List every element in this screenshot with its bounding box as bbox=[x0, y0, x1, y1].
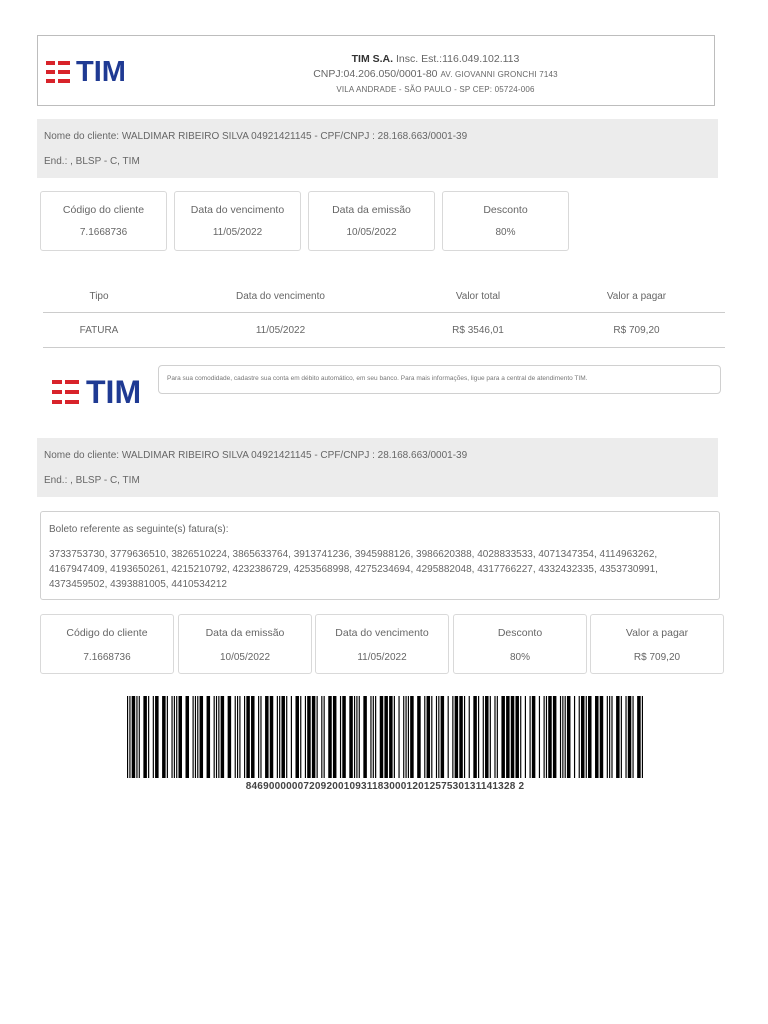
barcode-bar bbox=[153, 696, 154, 778]
barcode-bar bbox=[265, 696, 269, 778]
tim-logo-secondary bbox=[52, 374, 142, 410]
barcode-bar bbox=[452, 696, 453, 778]
barcode-bar bbox=[291, 696, 292, 778]
barcode-bar bbox=[532, 696, 536, 778]
barcode-bar bbox=[632, 696, 633, 778]
barcode-bar bbox=[340, 696, 341, 778]
table-cell: R$ 709,20 bbox=[613, 325, 660, 336]
barcode-bar bbox=[176, 696, 177, 778]
barcode-bar bbox=[431, 696, 432, 778]
barcode-bar bbox=[398, 696, 399, 778]
barcode-bar bbox=[553, 696, 557, 778]
client-address-line: End.: , BLSP - C, TIM bbox=[44, 475, 140, 486]
barcode-bar bbox=[277, 696, 278, 778]
barcode-bar bbox=[373, 696, 374, 778]
barcode-bar bbox=[642, 696, 643, 778]
barcode-bar bbox=[312, 696, 316, 778]
barcode-bar bbox=[548, 696, 552, 778]
barcode-bar bbox=[544, 696, 545, 778]
barcode-bar bbox=[197, 696, 198, 778]
boleto-invoice-list bbox=[49, 547, 709, 592]
column-header: Data do vencimento bbox=[236, 291, 325, 302]
barcode-bar bbox=[560, 696, 561, 778]
client-info-band-2 bbox=[37, 438, 718, 497]
barcode-bar bbox=[132, 696, 136, 778]
pay-card-due-date bbox=[315, 614, 449, 674]
barcode-bar bbox=[427, 696, 431, 778]
barcode-bar bbox=[148, 696, 149, 778]
barcode-bar bbox=[494, 696, 495, 778]
pay-card-issue-date bbox=[178, 614, 312, 674]
barcode-bar bbox=[389, 696, 393, 778]
card-label: Código do cliente bbox=[66, 627, 148, 639]
client-address-line: End.: , BLSP - C, TIM bbox=[44, 156, 140, 167]
barcode-bar bbox=[595, 696, 599, 778]
company-info bbox=[238, 52, 633, 97]
barcode-bar bbox=[455, 696, 459, 778]
barcode-bar bbox=[342, 696, 346, 778]
barcode-bar bbox=[380, 696, 384, 778]
logo-text: TIM bbox=[86, 374, 142, 410]
barcode-bar bbox=[464, 696, 465, 778]
barcode-bar bbox=[483, 696, 484, 778]
card-label: Data da emissão bbox=[205, 627, 285, 639]
barcode-bar bbox=[384, 696, 388, 778]
barcode-bar bbox=[525, 696, 526, 778]
barcode-bar bbox=[279, 696, 280, 778]
card-value: 7.1668736 bbox=[83, 652, 131, 663]
invoice-list-line: 3733753730, 3779636510, 3826510224, 3865633764, 3913741236, 3945988126, 3986620388, 4028833533, 4071347354, 4114963262, bbox=[49, 549, 658, 560]
barcode-bar bbox=[473, 696, 477, 778]
client-name-line: Nome do cliente: WALDIMAR RIBEIRO SILVA 04921421145 - CPF/CNPJ : 28.168.663/0001-39 bbox=[44, 450, 468, 461]
barcode-bar bbox=[258, 696, 259, 778]
barcode-bar bbox=[478, 696, 479, 778]
barcode-bar bbox=[127, 696, 128, 778]
barcode-bar bbox=[410, 696, 414, 778]
company-header bbox=[37, 35, 715, 106]
table-row bbox=[43, 313, 725, 348]
barcode-bar bbox=[207, 696, 211, 778]
card-label: Desconto bbox=[483, 204, 528, 216]
card-value: 11/05/2022 bbox=[357, 652, 407, 663]
barcode-bar bbox=[167, 696, 168, 778]
company-cnpj: CNPJ:04.206.050/0001-80 bbox=[313, 68, 438, 80]
card-label: Desconto bbox=[497, 627, 543, 639]
barcode-number: 84690000007209200109311830001201257530131141328 2 bbox=[245, 781, 525, 792]
barcode-bar bbox=[171, 696, 172, 778]
table-cell: 11/05/2022 bbox=[255, 325, 306, 336]
barcode-bar bbox=[607, 696, 608, 778]
card-discount bbox=[442, 191, 569, 251]
pay-card-amount-due bbox=[590, 614, 724, 674]
barcode-bar bbox=[200, 696, 204, 778]
barcode-bar bbox=[628, 696, 632, 778]
barcode-bar bbox=[129, 696, 130, 778]
card-label: Valor a pagar bbox=[625, 627, 689, 639]
barcode-bar bbox=[574, 696, 575, 778]
barcode-bar bbox=[408, 696, 409, 778]
barcode-bar bbox=[469, 696, 470, 778]
invoice-table bbox=[43, 285, 725, 348]
barcode-bar bbox=[363, 696, 367, 778]
barcode-bar bbox=[441, 696, 445, 778]
pay-card-client-code bbox=[40, 614, 174, 674]
barcode-bar bbox=[270, 696, 274, 778]
barcode-bar bbox=[609, 696, 610, 778]
barcode-bar bbox=[139, 696, 140, 778]
barcode-bar bbox=[162, 696, 166, 778]
barcode-bar bbox=[448, 696, 449, 778]
barcode-bar bbox=[436, 696, 437, 778]
barcode-bar bbox=[438, 696, 439, 778]
company-name: TIM S.A. bbox=[351, 53, 394, 65]
barcode-bar bbox=[515, 696, 519, 778]
barcode-bar bbox=[394, 696, 395, 778]
barcode-bar bbox=[403, 696, 404, 778]
barcode-bar bbox=[321, 696, 322, 778]
barcode-bar bbox=[186, 696, 190, 778]
barcode-bar bbox=[501, 696, 505, 778]
barcode-bar bbox=[143, 696, 147, 778]
barcode-bar bbox=[520, 696, 521, 778]
table-cell: FATURA bbox=[79, 325, 119, 336]
card-label: Data da emissão bbox=[332, 204, 411, 216]
barcode-bar bbox=[244, 696, 245, 778]
auto-debit-notice: Para sua comodidade, cadastre sua conta em débito automático, em seu banco. Para mais informações, ligue para a central de atendimento TIM. bbox=[158, 365, 721, 394]
barcode-bar bbox=[218, 696, 219, 778]
barcode-bar bbox=[625, 696, 626, 778]
barcode-bar bbox=[546, 696, 547, 778]
company-address1: AV. GIOVANNI GRONCHI 7143 bbox=[440, 70, 558, 79]
barcode-bar bbox=[562, 696, 563, 778]
barcode-bar bbox=[251, 696, 255, 778]
barcode-bar bbox=[195, 696, 196, 778]
barcode-bar bbox=[356, 696, 357, 778]
barcode-bar bbox=[295, 696, 299, 778]
barcode-bar bbox=[260, 696, 261, 778]
client-info-band bbox=[37, 119, 718, 178]
barcode-bar bbox=[359, 696, 360, 778]
barcode-bar bbox=[286, 696, 287, 778]
barcode-bar bbox=[178, 696, 182, 778]
barcode-bar bbox=[354, 696, 355, 778]
boleto-title: Boleto referente as seguinte(s) fatura(s): bbox=[49, 524, 229, 535]
boleto-invoices-box bbox=[40, 511, 720, 600]
card-client-code bbox=[40, 191, 167, 251]
barcode-bar bbox=[349, 696, 353, 778]
barcode-bar bbox=[246, 696, 250, 778]
barcode-bar bbox=[214, 696, 215, 778]
barcode-bar bbox=[375, 696, 376, 778]
barcode-bar bbox=[228, 696, 232, 778]
card-label: Data do vencimento bbox=[190, 204, 285, 216]
tim-logo bbox=[46, 58, 126, 86]
barcode-bar bbox=[579, 696, 580, 778]
card-issue-date bbox=[308, 191, 435, 251]
barcode-bar bbox=[616, 696, 620, 778]
card-value: 80% bbox=[495, 227, 516, 238]
card-value: 10/05/2022 bbox=[219, 652, 271, 663]
barcode-bar bbox=[600, 696, 604, 778]
barcode-bar bbox=[405, 696, 406, 778]
barcode-bar bbox=[317, 696, 318, 778]
barcode-bar bbox=[588, 696, 592, 778]
barcode-bar bbox=[307, 696, 311, 778]
barcode-bar bbox=[281, 696, 285, 778]
barcode-bar bbox=[459, 696, 463, 778]
barcode-bar bbox=[417, 696, 421, 778]
client-name-line: Nome do cliente: WALDIMAR RIBEIRO SILVA 04921421145 - CPF/CNPJ : 28.168.663/0001-39 bbox=[44, 131, 468, 142]
card-due-date bbox=[174, 191, 301, 251]
invoice-list-line: 4373459502, 4393881005, 4410534212 bbox=[49, 579, 227, 590]
barcode-bar bbox=[328, 696, 332, 778]
barcode-bar bbox=[235, 696, 236, 778]
column-header: Tipo bbox=[89, 291, 109, 302]
barcode-bar bbox=[370, 696, 371, 778]
barcode-bar bbox=[530, 696, 531, 778]
logo-text: TIM bbox=[76, 56, 126, 88]
table-header-row bbox=[43, 285, 725, 313]
barcode-bar bbox=[621, 696, 622, 778]
card-value: 11/05/2022 bbox=[212, 227, 263, 238]
barcode-bar bbox=[637, 696, 641, 778]
barcode-bar bbox=[136, 696, 137, 778]
barcode-bar bbox=[506, 696, 510, 778]
barcode-bar bbox=[581, 696, 585, 778]
barcode-bar bbox=[565, 696, 566, 778]
barcode-bar bbox=[333, 696, 337, 778]
card-label: Data do vencimento bbox=[335, 627, 429, 639]
barcode-bar bbox=[193, 696, 194, 778]
table-cell: R$ 3546,01 bbox=[452, 325, 504, 336]
barcode-bar bbox=[174, 696, 175, 778]
column-header: Valor a pagar bbox=[606, 291, 667, 302]
barcode-bar bbox=[567, 696, 571, 778]
invoice-list-line: 4167947409, 4193650261, 4215210792, 4232386729, 4253568998, 4275234694, 4295882048, 4317766227, 4332432335, 4353730991, bbox=[49, 564, 658, 575]
barcode-bar bbox=[300, 696, 301, 778]
column-header: Valor total bbox=[455, 291, 501, 302]
card-value: 80% bbox=[509, 652, 530, 663]
barcode-bar bbox=[305, 696, 306, 778]
company-address2: VILA ANDRADE - SÃO PAULO - SP CEP: 05724-006 bbox=[336, 85, 535, 94]
barcode-bar bbox=[490, 696, 491, 778]
barcode-bar bbox=[497, 696, 498, 778]
card-label: Código do cliente bbox=[62, 204, 145, 216]
company-insc: Insc. Est.:116.049.102.113 bbox=[395, 53, 520, 65]
card-value: R$ 709,20 bbox=[633, 652, 681, 663]
barcode bbox=[127, 696, 643, 778]
barcode-bar bbox=[611, 696, 612, 778]
barcode-bar bbox=[424, 696, 425, 778]
card-value: 7.1668736 bbox=[79, 227, 128, 238]
card-value: 10/05/2022 bbox=[346, 227, 397, 238]
barcode-bar bbox=[155, 696, 159, 778]
barcode-bar bbox=[586, 696, 587, 778]
barcode-bar bbox=[216, 696, 217, 778]
barcode-bar bbox=[239, 696, 240, 778]
barcode-bar bbox=[221, 696, 225, 778]
barcode-bar bbox=[485, 696, 489, 778]
barcode-bar bbox=[324, 696, 325, 778]
barcode-bar bbox=[511, 696, 515, 778]
barcode-bar bbox=[237, 696, 238, 778]
pay-card-discount bbox=[453, 614, 587, 674]
barcode-bar bbox=[539, 696, 540, 778]
